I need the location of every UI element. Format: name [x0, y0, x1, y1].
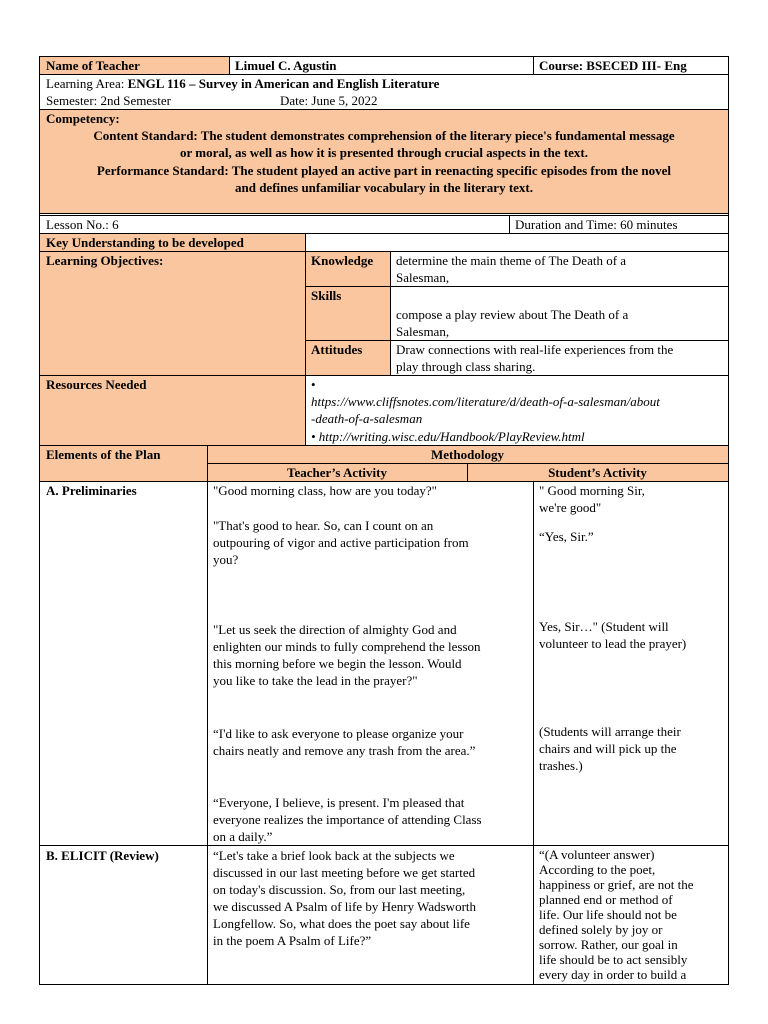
gridline — [39, 481, 729, 482]
resource-link-wisc[interactable]: • http://writing.wisc.edu/Handbook/PlayReview.html — [311, 429, 585, 444]
learning-objectives-label: Learning Objectives: — [40, 251, 305, 375]
gridline — [467, 463, 468, 481]
knowledge-text: determine the main theme of The Death of a Salesman, — [396, 253, 627, 285]
lesson-number: Lesson No.: 6 — [46, 217, 119, 232]
methodology-header: Methodology — [207, 445, 728, 463]
elements-of-plan-label: Elements of the Plan — [40, 445, 207, 481]
teacher-activity-header: Teacher’s Activity — [207, 463, 467, 481]
elicit-label: B. ELICIT (Review) — [46, 848, 159, 863]
gridline — [207, 463, 729, 464]
gridline — [533, 481, 534, 985]
gridline — [728, 56, 729, 985]
skills-text: compose a play review about The Death of a Salesman, — [396, 307, 629, 339]
learning-area — [40, 74, 728, 92]
gridline — [39, 375, 729, 376]
gridline — [305, 286, 729, 287]
knowledge-label: Knowledge — [305, 251, 390, 286]
gridline — [509, 215, 510, 233]
gridline — [207, 445, 208, 985]
preliminaries-teacher-participation: "That's good to hear. So, can I count on an outpouring of vigor and active participation from you? — [213, 518, 469, 567]
competency-label: Competency: — [46, 111, 120, 126]
elicit-student-text: “(A volunteer answer) According to the poet, happiness or grief, are not the planned end or method of life. Our life should not be defined solely by joy or sorrow. Rather, our goal in life should be to act sensibly every day in order to build a — [539, 847, 694, 982]
preliminaries-student-yes: “Yes, Sir.” — [539, 529, 594, 544]
course-label: Course: BSECED III- Eng — [539, 58, 687, 73]
date: Date: June 5, 2022 — [280, 93, 378, 108]
gridline — [390, 251, 391, 375]
preliminaries-teacher-attendance: “Everyone, I believe, is present. I'm pleased that everyone realizes the importance of attending Class on a daily.” — [213, 795, 482, 844]
gridline — [39, 445, 729, 446]
gridline — [39, 213, 729, 214]
key-understanding: Key Understanding to be developed — [40, 233, 305, 251]
content-standard: Content Standard: The student demonstrates comprehension of the literary piece's fundamental message or moral, as well as how it is presented through crucial aspects in the text. — [93, 128, 675, 160]
skills-label: Skills — [305, 286, 390, 340]
gridline — [39, 74, 729, 75]
gridline — [533, 56, 534, 74]
resources-bullet: • — [311, 377, 316, 392]
gridline — [39, 109, 729, 110]
attitudes-text: Draw connections with real-life experiences from the play through class sharing. — [396, 342, 674, 374]
gridline — [229, 56, 230, 74]
semester: Semester: 2nd Semester — [46, 93, 171, 108]
gridline — [305, 340, 729, 341]
learning-area-label: Learning Area: — [46, 76, 128, 91]
performance-standard: Performance Standard: The student played an active part in reenacting specific episodes from the novel and defines unfamiliar vocabulary in the literary text. — [96, 163, 672, 195]
elicit-teacher-text: “Let's take a brief look back at the subjects we discussed in our last meeting before we get started on today's discussion. So, from our last meeting, we discussed A Psalm of life by Henry Wadsworth Longfellow. So, what does the poet say about life in the poem A Psalm of Life?” — [213, 848, 477, 948]
gridline — [305, 233, 306, 445]
resource-link-cliffsnotes[interactable]: https://www.cliffsnotes.com/literature/d/death-of-a-salesman/about -death-of-a-salesman — [311, 394, 660, 426]
teacher-label: Name of Teacher — [46, 58, 140, 73]
preliminaries-student-prayer: Yes, Sir…" (Student will volunteer to lead the prayer) — [539, 619, 687, 651]
preliminaries-label: A. Preliminaries — [46, 483, 137, 498]
gridline — [39, 56, 40, 985]
preliminaries-teacher-prayer: "Let us seek the direction of almighty God and enlighten our minds to fully comprehend the lesson this morning before we begin the lesson. Would you like to take the lead in the prayer?" — [213, 622, 481, 688]
preliminaries-student-chairs: (Students will arrange their chairs and will pick up the trashes.) — [539, 724, 681, 773]
gridline — [39, 56, 729, 57]
preliminaries-teacher-chairs: “I'd like to ask everyone to please organize your chairs neatly and remove any trash from the area.” — [213, 726, 476, 758]
attitudes-label: Attitudes — [305, 340, 390, 375]
gridline — [39, 984, 729, 985]
learning-area-value: ENGL 116 – Survey in American and English Literature — [127, 76, 440, 91]
gridline — [39, 215, 729, 216]
resources-label: Resources Needed — [40, 375, 305, 445]
preliminaries-student-greeting: " Good morning Sir, we're good" — [539, 483, 645, 515]
preliminaries-teacher-greeting: "Good morning class, how are you today?" — [213, 483, 437, 498]
duration: Duration and Time: 60 minutes — [515, 217, 678, 232]
gridline — [39, 233, 729, 234]
gridline — [39, 845, 729, 846]
gridline — [39, 251, 729, 252]
student-activity-header: Student’s Activity — [467, 463, 728, 481]
teacher-name: Limuel C. Agustin — [235, 58, 337, 73]
